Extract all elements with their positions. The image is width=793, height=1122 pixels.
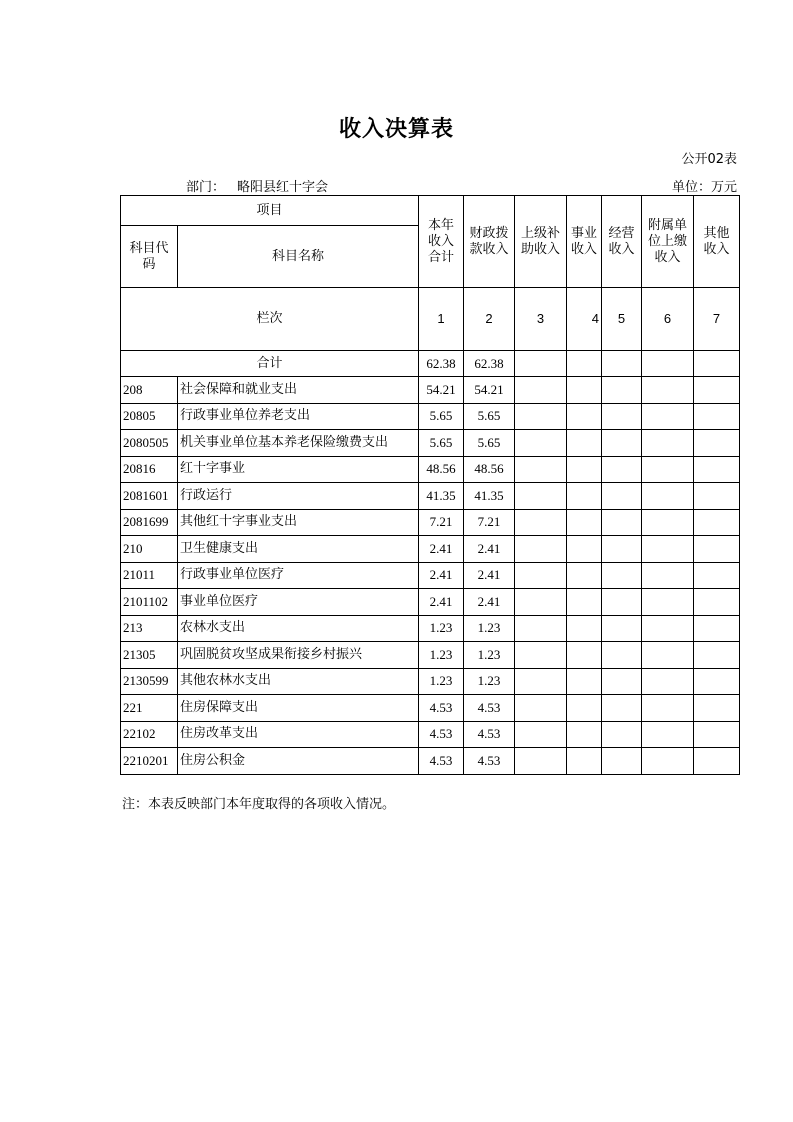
row-fiscal: 2.41 [464,536,515,563]
table-row [121,615,740,642]
empty-cell [515,748,567,775]
column-index-7: 7 [694,288,740,351]
row-fiscal: 5.65 [464,430,515,457]
empty-cell [642,430,694,457]
header-code: 科目代码 [121,226,178,288]
empty-cell [567,642,602,669]
empty-cell [642,509,694,536]
empty-cell [642,695,694,722]
table-row [121,403,740,430]
row-code: 221 [121,695,178,722]
empty-cell [515,377,567,404]
empty-cell [694,589,740,616]
empty-cell [642,536,694,563]
row-fiscal: 4.53 [464,695,515,722]
income-table [120,195,740,775]
empty-cell [694,403,740,430]
row-fiscal: 2.41 [464,562,515,589]
column-index-label: 栏次 [121,288,419,351]
column-index-6: 6 [642,288,694,351]
table-row [121,721,740,748]
row-total: 41.35 [419,483,464,510]
total-row-label: 合计 [121,351,419,377]
row-code: 20816 [121,456,178,483]
empty-cell [694,430,740,457]
row-code: 21305 [121,642,178,669]
table-row [121,562,740,589]
empty-cell [642,351,694,377]
empty-cell [694,562,740,589]
empty-cell [602,509,642,536]
empty-cell [694,456,740,483]
row-fiscal: 1.23 [464,668,515,695]
row-name: 其他红十字事业支出 [178,509,419,536]
row-name: 住房改革支出 [178,721,419,748]
total-row-total: 62.38 [419,351,464,377]
row-code: 2081601 [121,483,178,510]
row-fiscal: 41.35 [464,483,515,510]
department-line [186,176,328,195]
row-name: 农林水支出 [178,615,419,642]
empty-cell [515,721,567,748]
empty-cell [602,615,642,642]
row-name: 其他农林水支出 [178,668,419,695]
row-code: 210 [121,536,178,563]
empty-cell [602,695,642,722]
form-number: 公开02表 [681,152,737,167]
empty-cell [567,430,602,457]
total-row-fiscal: 62.38 [464,351,515,377]
row-code: 2101102 [121,589,178,616]
row-code: 2081699 [121,509,178,536]
empty-cell [694,536,740,563]
row-total: 4.53 [419,721,464,748]
empty-cell [642,403,694,430]
empty-cell [694,377,740,404]
empty-cell [642,642,694,669]
empty-cell [602,351,642,377]
empty-cell [602,403,642,430]
empty-cell [515,430,567,457]
table-row [121,430,740,457]
department-label: 部门： [186,180,226,195]
empty-cell [567,509,602,536]
column-index-2: 2 [464,288,515,351]
row-total: 54.21 [419,377,464,404]
empty-cell [567,668,602,695]
unit-label: 单位：万元 [671,180,737,195]
empty-cell [602,536,642,563]
row-total: 1.23 [419,668,464,695]
row-total: 2.41 [419,536,464,563]
empty-cell [642,589,694,616]
row-name: 社会保障和就业支出 [178,377,419,404]
column-index-1: 1 [419,288,464,351]
row-code: 2130599 [121,668,178,695]
table-row [121,668,740,695]
empty-cell [567,748,602,775]
row-fiscal: 5.65 [464,403,515,430]
table-row [121,483,740,510]
empty-cell [515,589,567,616]
empty-cell [515,536,567,563]
empty-cell [694,748,740,775]
header-operating: 经营收入 [602,196,642,288]
empty-cell [515,668,567,695]
row-name: 卫生健康支出 [178,536,419,563]
row-total: 1.23 [419,615,464,642]
row-total: 48.56 [419,456,464,483]
table-row [121,695,740,722]
empty-cell [602,456,642,483]
empty-cell [602,562,642,589]
row-code: 20805 [121,403,178,430]
row-fiscal: 4.53 [464,721,515,748]
empty-cell [567,589,602,616]
empty-cell [515,642,567,669]
column-index-3: 3 [515,288,567,351]
row-name: 机关事业单位基本养老保险缴费支出 [178,430,419,457]
empty-cell [602,483,642,510]
row-code: 22102 [121,721,178,748]
row-fiscal: 54.21 [464,377,515,404]
empty-cell [642,483,694,510]
header-total: 本年收入合计 [419,196,464,288]
empty-cell [642,748,694,775]
row-code: 2080505 [121,430,178,457]
empty-cell [694,483,740,510]
empty-cell [694,721,740,748]
table-row [121,642,740,669]
row-code: 208 [121,377,178,404]
row-fiscal: 2.41 [464,589,515,616]
empty-cell [515,483,567,510]
empty-cell [567,536,602,563]
row-total: 5.65 [419,403,464,430]
empty-cell [567,615,602,642]
row-fiscal: 7.21 [464,509,515,536]
empty-cell [567,695,602,722]
header-fiscal: 财政拨款收入 [464,196,515,288]
empty-cell [694,695,740,722]
empty-cell [602,721,642,748]
empty-cell [567,456,602,483]
header-superior: 上级补助收入 [515,196,567,288]
empty-cell [567,403,602,430]
empty-cell [602,377,642,404]
empty-cell [602,668,642,695]
row-name: 住房保障支出 [178,695,419,722]
header-name: 科目名称 [178,226,419,288]
row-name: 红十字事业 [178,456,419,483]
row-total: 4.53 [419,748,464,775]
header-affiliated: 附属单位上缴收入 [642,196,694,288]
empty-cell [694,509,740,536]
empty-cell [642,721,694,748]
row-code: 2210201 [121,748,178,775]
row-total: 2.41 [419,562,464,589]
column-index-5: 5 [602,288,642,351]
table-row [121,536,740,563]
empty-cell [515,695,567,722]
row-name: 巩固脱贫攻坚成果衔接乡村振兴 [178,642,419,669]
row-fiscal: 1.23 [464,642,515,669]
row-fiscal: 48.56 [464,456,515,483]
table-row [121,748,740,775]
row-code: 21011 [121,562,178,589]
empty-cell [694,642,740,669]
empty-cell [642,377,694,404]
empty-cell [515,562,567,589]
table-row [121,456,740,483]
row-fiscal: 4.53 [464,748,515,775]
empty-cell [515,403,567,430]
column-index-4: 4 [567,288,602,351]
empty-cell [642,615,694,642]
empty-cell [567,351,602,377]
empty-cell [567,721,602,748]
empty-cell [694,668,740,695]
empty-cell [515,509,567,536]
empty-cell [602,642,642,669]
empty-cell [567,483,602,510]
empty-cell [602,748,642,775]
row-name: 行政事业单位医疗 [178,562,419,589]
header-item: 项目 [121,196,419,226]
empty-cell [642,456,694,483]
table-row [121,589,740,616]
empty-cell [642,668,694,695]
table-row [121,509,740,536]
row-fiscal: 1.23 [464,615,515,642]
empty-cell [694,615,740,642]
row-name: 行政事业单位养老支出 [178,403,419,430]
header-business: 事业收入 [567,196,602,288]
empty-cell [515,456,567,483]
row-total: 5.65 [419,430,464,457]
empty-cell [694,351,740,377]
row-name: 行政运行 [178,483,419,510]
footnote: 注：本表反映部门本年度取得的各项收入情况。 [122,797,396,812]
empty-cell [642,562,694,589]
table-row [121,377,740,404]
empty-cell [602,430,642,457]
department-value: 略阳县红十字会 [237,180,329,195]
row-name: 事业单位医疗 [178,589,419,616]
row-code: 213 [121,615,178,642]
empty-cell [515,351,567,377]
empty-cell [567,377,602,404]
row-total: 4.53 [419,695,464,722]
empty-cell [515,615,567,642]
header-other: 其他收入 [694,196,740,288]
row-total: 7.21 [419,509,464,536]
page-title: 收入决算表 [338,117,454,142]
empty-cell [567,562,602,589]
row-total: 2.41 [419,589,464,616]
row-name: 住房公积金 [178,748,419,775]
row-total: 1.23 [419,642,464,669]
empty-cell [602,589,642,616]
